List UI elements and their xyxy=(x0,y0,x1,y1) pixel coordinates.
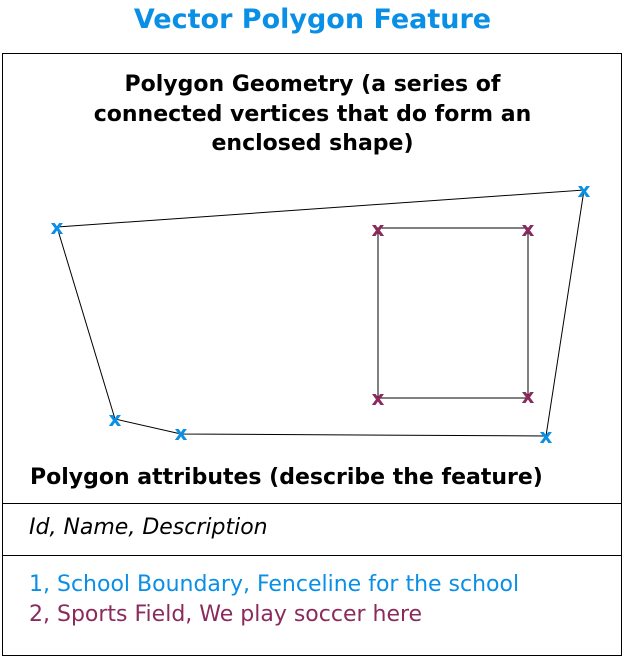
school-boundary-polygon xyxy=(57,190,584,436)
geometry-title-line-2: connected vertices that do form an xyxy=(93,101,532,127)
attribute-fields-header: Id, Name, Description xyxy=(29,515,268,540)
attributes-divider xyxy=(2,555,622,556)
vertex-marker: x xyxy=(521,384,535,408)
attribute-row-sports-field: 2, Sports Field, We play soccer here xyxy=(29,602,423,627)
school-boundary-vertices xyxy=(51,178,591,448)
vertex-marker: x xyxy=(108,407,122,431)
diagram-title: Vector Polygon Feature xyxy=(133,4,492,35)
vertex-marker: x xyxy=(577,178,591,202)
vertex-marker: x xyxy=(371,386,385,410)
vertex-marker: x xyxy=(539,424,553,448)
sports-field-polygon xyxy=(378,228,528,398)
vertex-marker: x xyxy=(174,421,188,445)
vertex-marker: x xyxy=(521,217,535,241)
attributes-divider xyxy=(2,503,622,504)
vertex-marker: x xyxy=(50,215,64,239)
geometry-title-line-3: enclosed shape) xyxy=(211,131,414,156)
sports-field-vertices xyxy=(372,217,535,410)
attributes-title: Polygon attributes (describe the feature) xyxy=(30,465,543,490)
vertex-marker: x xyxy=(371,217,385,241)
attribute-row-school: 1, School Boundary, Fenceline for the school xyxy=(29,572,520,597)
geometry-title-line-1: Polygon Geometry (a series of xyxy=(124,72,501,97)
